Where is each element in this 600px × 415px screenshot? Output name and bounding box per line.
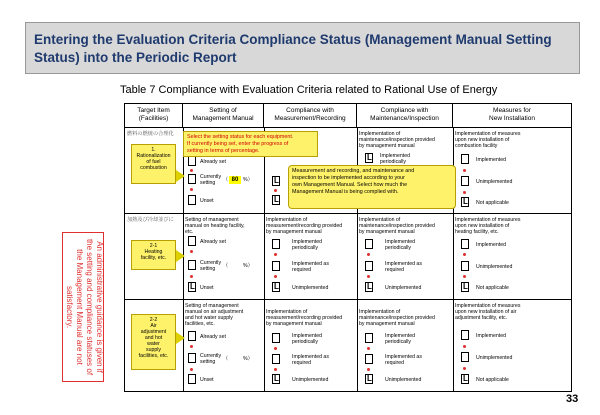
arrow-icon	[176, 250, 185, 262]
new-implemented-label: Implemented	[476, 242, 506, 248]
maint-implemented-label: Implemented periodically	[380, 153, 410, 165]
new-install-desc: Implementation of measures upon new installation of combustion facility	[455, 131, 521, 149]
maint-required-label: Implemented as required	[385, 354, 422, 366]
new-implemented-checkbox[interactable]	[461, 154, 469, 164]
new-na-checkbox[interactable]	[461, 282, 469, 292]
meas-desc: Implementation of measurement/recording provided by management manual	[266, 217, 343, 235]
col-setting: Setting of Management Manual	[183, 104, 264, 128]
new-unimplemented-checkbox[interactable]	[461, 352, 469, 362]
arrow-icon	[176, 170, 185, 182]
page-number: 33	[566, 393, 579, 405]
already-set-checkbox[interactable]	[188, 156, 196, 166]
callout-compliance: Measurement and recording, and maintenance and inspection to be implemented according to your own Management Manual. Select how much the Management Manual is being complied with.	[288, 165, 456, 209]
measurement-checkbox[interactable]	[272, 176, 280, 186]
maint-implemented-checkbox[interactable]	[365, 153, 373, 163]
new-install-desc: Implementation of measures upon new installation of heating facility, etc.	[455, 217, 521, 235]
meas-implemented-label: Implemented periodically	[292, 333, 322, 345]
unset-label: Unset	[200, 377, 214, 383]
new-unimplemented-checkbox[interactable]	[461, 176, 469, 186]
row-label-heating: 2-1 Heating facility, etc.	[131, 240, 176, 270]
meas-required-label: Implemented as required	[292, 354, 329, 366]
already-set-label: Already set	[200, 239, 226, 245]
percentage-input[interactable]	[229, 355, 241, 363]
percentage-input[interactable]: 80	[229, 176, 241, 184]
new-implemented-checkbox[interactable]	[461, 330, 469, 340]
already-set-checkbox[interactable]	[188, 331, 196, 341]
col-target: Target Item (Facilities)	[125, 104, 183, 128]
maint-desc: Implementation of maintenance/inspection provided by management manual	[359, 217, 435, 235]
row-label-air-adjustment: 2-2 Air adjustment and hot water supply facilities, etc.	[131, 314, 176, 370]
maint-implemented-checkbox[interactable]	[365, 239, 373, 249]
meas-required-checkbox[interactable]	[272, 261, 280, 271]
unset-checkbox[interactable]	[188, 195, 196, 205]
table-header-row	[125, 104, 571, 128]
pct-close: %）	[243, 263, 253, 269]
setting-desc: Setting of management manual on heating facility, etc.	[185, 217, 245, 235]
pct-close: %）	[243, 177, 253, 183]
percentage-input[interactable]	[229, 262, 241, 270]
new-na-checkbox[interactable]	[461, 374, 469, 384]
maint-unimplemented-label: Unimplemented	[385, 285, 422, 291]
slide-title: Entering the Evaluation Criteria Compliance Status (Management Manual Setting Status) into the Periodic Report	[25, 22, 580, 74]
table-caption: Table 7 Compliance with Evaluation Criteria related to Rational Use of Energy	[120, 84, 498, 96]
arrow-icon	[176, 332, 185, 344]
currently-setting-checkbox[interactable]	[188, 260, 196, 270]
new-na-checkbox[interactable]	[461, 197, 469, 207]
meas-required-checkbox[interactable]	[272, 354, 280, 364]
currently-setting-checkbox[interactable]	[188, 174, 196, 184]
new-install-desc: Implementation of measures upon new installation of air adjustment facility, etc.	[455, 303, 521, 321]
meas-unimplemented-checkbox[interactable]	[272, 282, 280, 292]
new-unimplemented-label: Unimplemented	[476, 179, 513, 185]
meas-implemented-checkbox[interactable]	[272, 239, 280, 249]
currently-setting-label: Currently setting	[200, 174, 222, 186]
callout-setting-status: Select the setting status for each equipment. If currently being set, enter the progress of setting in terms of percentage.	[183, 131, 318, 157]
new-implemented-label: Implemented	[476, 157, 506, 163]
table-row	[125, 300, 571, 391]
new-implemented-checkbox[interactable]	[461, 239, 469, 249]
maint-required-label: Implemented as required	[385, 261, 422, 273]
setting-desc: Setting of management manual on air adjustment and hot water supply facilities, etc.	[185, 303, 244, 327]
maint-implemented-label: Implemented periodically	[385, 239, 415, 251]
unset-checkbox[interactable]	[188, 282, 196, 292]
table-row	[125, 214, 571, 300]
maint-required-checkbox[interactable]	[365, 354, 373, 364]
meas-implemented-label: Implemented periodically	[292, 239, 322, 251]
jp-text-placeholder: 燃料の燃焼の合理化	[127, 131, 174, 137]
meas-unimplemented-checkbox[interactable]	[272, 374, 280, 384]
unset-label: Unset	[200, 198, 214, 204]
already-set-label: Already set	[200, 334, 226, 340]
maint-unimplemented-checkbox[interactable]	[365, 282, 373, 292]
currently-setting-label: Currently setting	[200, 353, 222, 365]
maint-desc: Implementation of maintenance/inspection provided by management manual	[359, 309, 435, 327]
side-note: An administrative guidance is given if the setting and compliance statuses of the Management Manual are not satisfactory.	[65, 238, 104, 376]
meas-unimplemented-label: Unimplemented	[292, 285, 329, 291]
pct-close: %）	[243, 356, 253, 362]
jp-text-placeholder: 加熱及び冷却並びに	[127, 217, 174, 223]
maint-unimplemented-label: Unimplemented	[385, 377, 422, 383]
meas-implemented-checkbox[interactable]	[272, 333, 280, 343]
already-set-label: Already set	[200, 159, 226, 165]
col-maintenance: Compliance with Maintenance/Inspection	[357, 104, 453, 128]
new-unimplemented-label: Unimplemented	[476, 264, 513, 270]
maint-required-checkbox[interactable]	[365, 261, 373, 271]
meas-unimplemented-label: Unimplemented	[292, 377, 329, 383]
maint-unimplemented-checkbox[interactable]	[365, 374, 373, 384]
pct-open: （	[223, 263, 229, 269]
new-na-label: Not applicable	[476, 285, 509, 291]
meas-required-label: Implemented as required	[292, 261, 329, 273]
col-measurement: Compliance with Measurement/Recording	[264, 104, 357, 128]
new-implemented-label: Implemented	[476, 333, 506, 339]
maint-implemented-label: Implemented periodically	[385, 333, 415, 345]
maint-implemented-checkbox[interactable]	[365, 333, 373, 343]
new-na-label: Not applicable	[476, 377, 509, 383]
currently-setting-checkbox[interactable]	[188, 353, 196, 363]
col-measures: Measures for New Installation	[489, 107, 535, 122]
pct-open: （	[223, 356, 229, 362]
maint-desc: Implementation of maintenance/inspection provided by management manual	[359, 131, 435, 149]
row-label-fuel-combustion: 1. Rationalization of fuel combustion	[131, 144, 176, 184]
meas-desc: Implementation of measurement/recording provided by management manual	[266, 309, 343, 327]
already-set-checkbox[interactable]	[188, 236, 196, 246]
new-na-label: Not applicable	[476, 200, 509, 206]
measurement-checkbox[interactable]	[272, 195, 280, 205]
unset-checkbox[interactable]	[188, 374, 196, 384]
new-unimplemented-label: Unimplemented	[476, 355, 513, 361]
pct-open: （	[223, 177, 229, 183]
currently-setting-label: Currently setting	[200, 260, 222, 272]
unset-label: Unset	[200, 285, 214, 291]
new-unimplemented-checkbox[interactable]	[461, 261, 469, 271]
